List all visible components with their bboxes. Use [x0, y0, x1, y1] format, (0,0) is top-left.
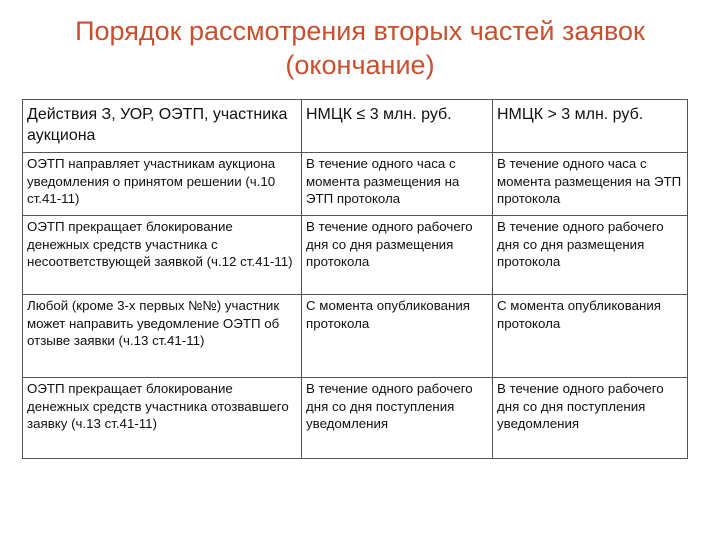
slide-title-line-1: Порядок рассмотрения вторых частей заявок: [75, 16, 645, 46]
slide-title: [0, 14, 720, 82]
table-cell-gt-3: В течение одного рабочего дня со дня поступления уведомления: [493, 378, 688, 459]
table-row: [23, 216, 688, 295]
table-cell-le-3: В течение одного часа с момента размещения на ЭТП протокола: [302, 153, 493, 216]
table-cell-action: Любой (кроме 3-х первых №№) участник может направить уведомление ОЭТП об отзыве заявки (ч.13 ст.41-11): [23, 295, 302, 378]
table-cell-le-3: С момента опубликования протокола: [302, 295, 493, 378]
header-nmck-gt-3: НМЦК > 3 млн. руб.: [493, 100, 688, 153]
table-cell-action: ОЭТП направляет участникам аукциона уведомления о принятом решении (ч.10 ст.41-11): [23, 153, 302, 216]
table-row: [23, 378, 688, 459]
procedure-table: [22, 99, 688, 459]
header-nmck-le-3: НМЦК ≤ 3 млн. руб.: [302, 100, 493, 153]
table-cell-gt-3: С момента опубликования протокола: [493, 295, 688, 378]
header-actions: Действия З, УОР, ОЭТП, участника аукциона: [23, 100, 302, 153]
slide-title-line-2: (окончание): [285, 50, 435, 80]
table-row: [23, 295, 688, 378]
table-cell-gt-3: В течение одного часа с момента размещения на ЭТП протокола: [493, 153, 688, 216]
table-header-row: [23, 100, 688, 153]
table-cell-gt-3: В течение одного рабочего дня со дня размещения протокола: [493, 216, 688, 295]
table-cell-action: ОЭТП прекращает блокирование денежных средств участника с несоответствующей заявкой (ч.12 ст.41-11): [23, 216, 302, 295]
table-cell-le-3: В течение одного рабочего дня со дня поступления уведомления: [302, 378, 493, 459]
table-row: [23, 153, 688, 216]
table-cell-action: ОЭТП прекращает блокирование денежных средств участника отозвавшего заявку (ч.13 ст.41-11): [23, 378, 302, 459]
table-cell-le-3: В течение одного рабочего дня со дня размещения протокола: [302, 216, 493, 295]
